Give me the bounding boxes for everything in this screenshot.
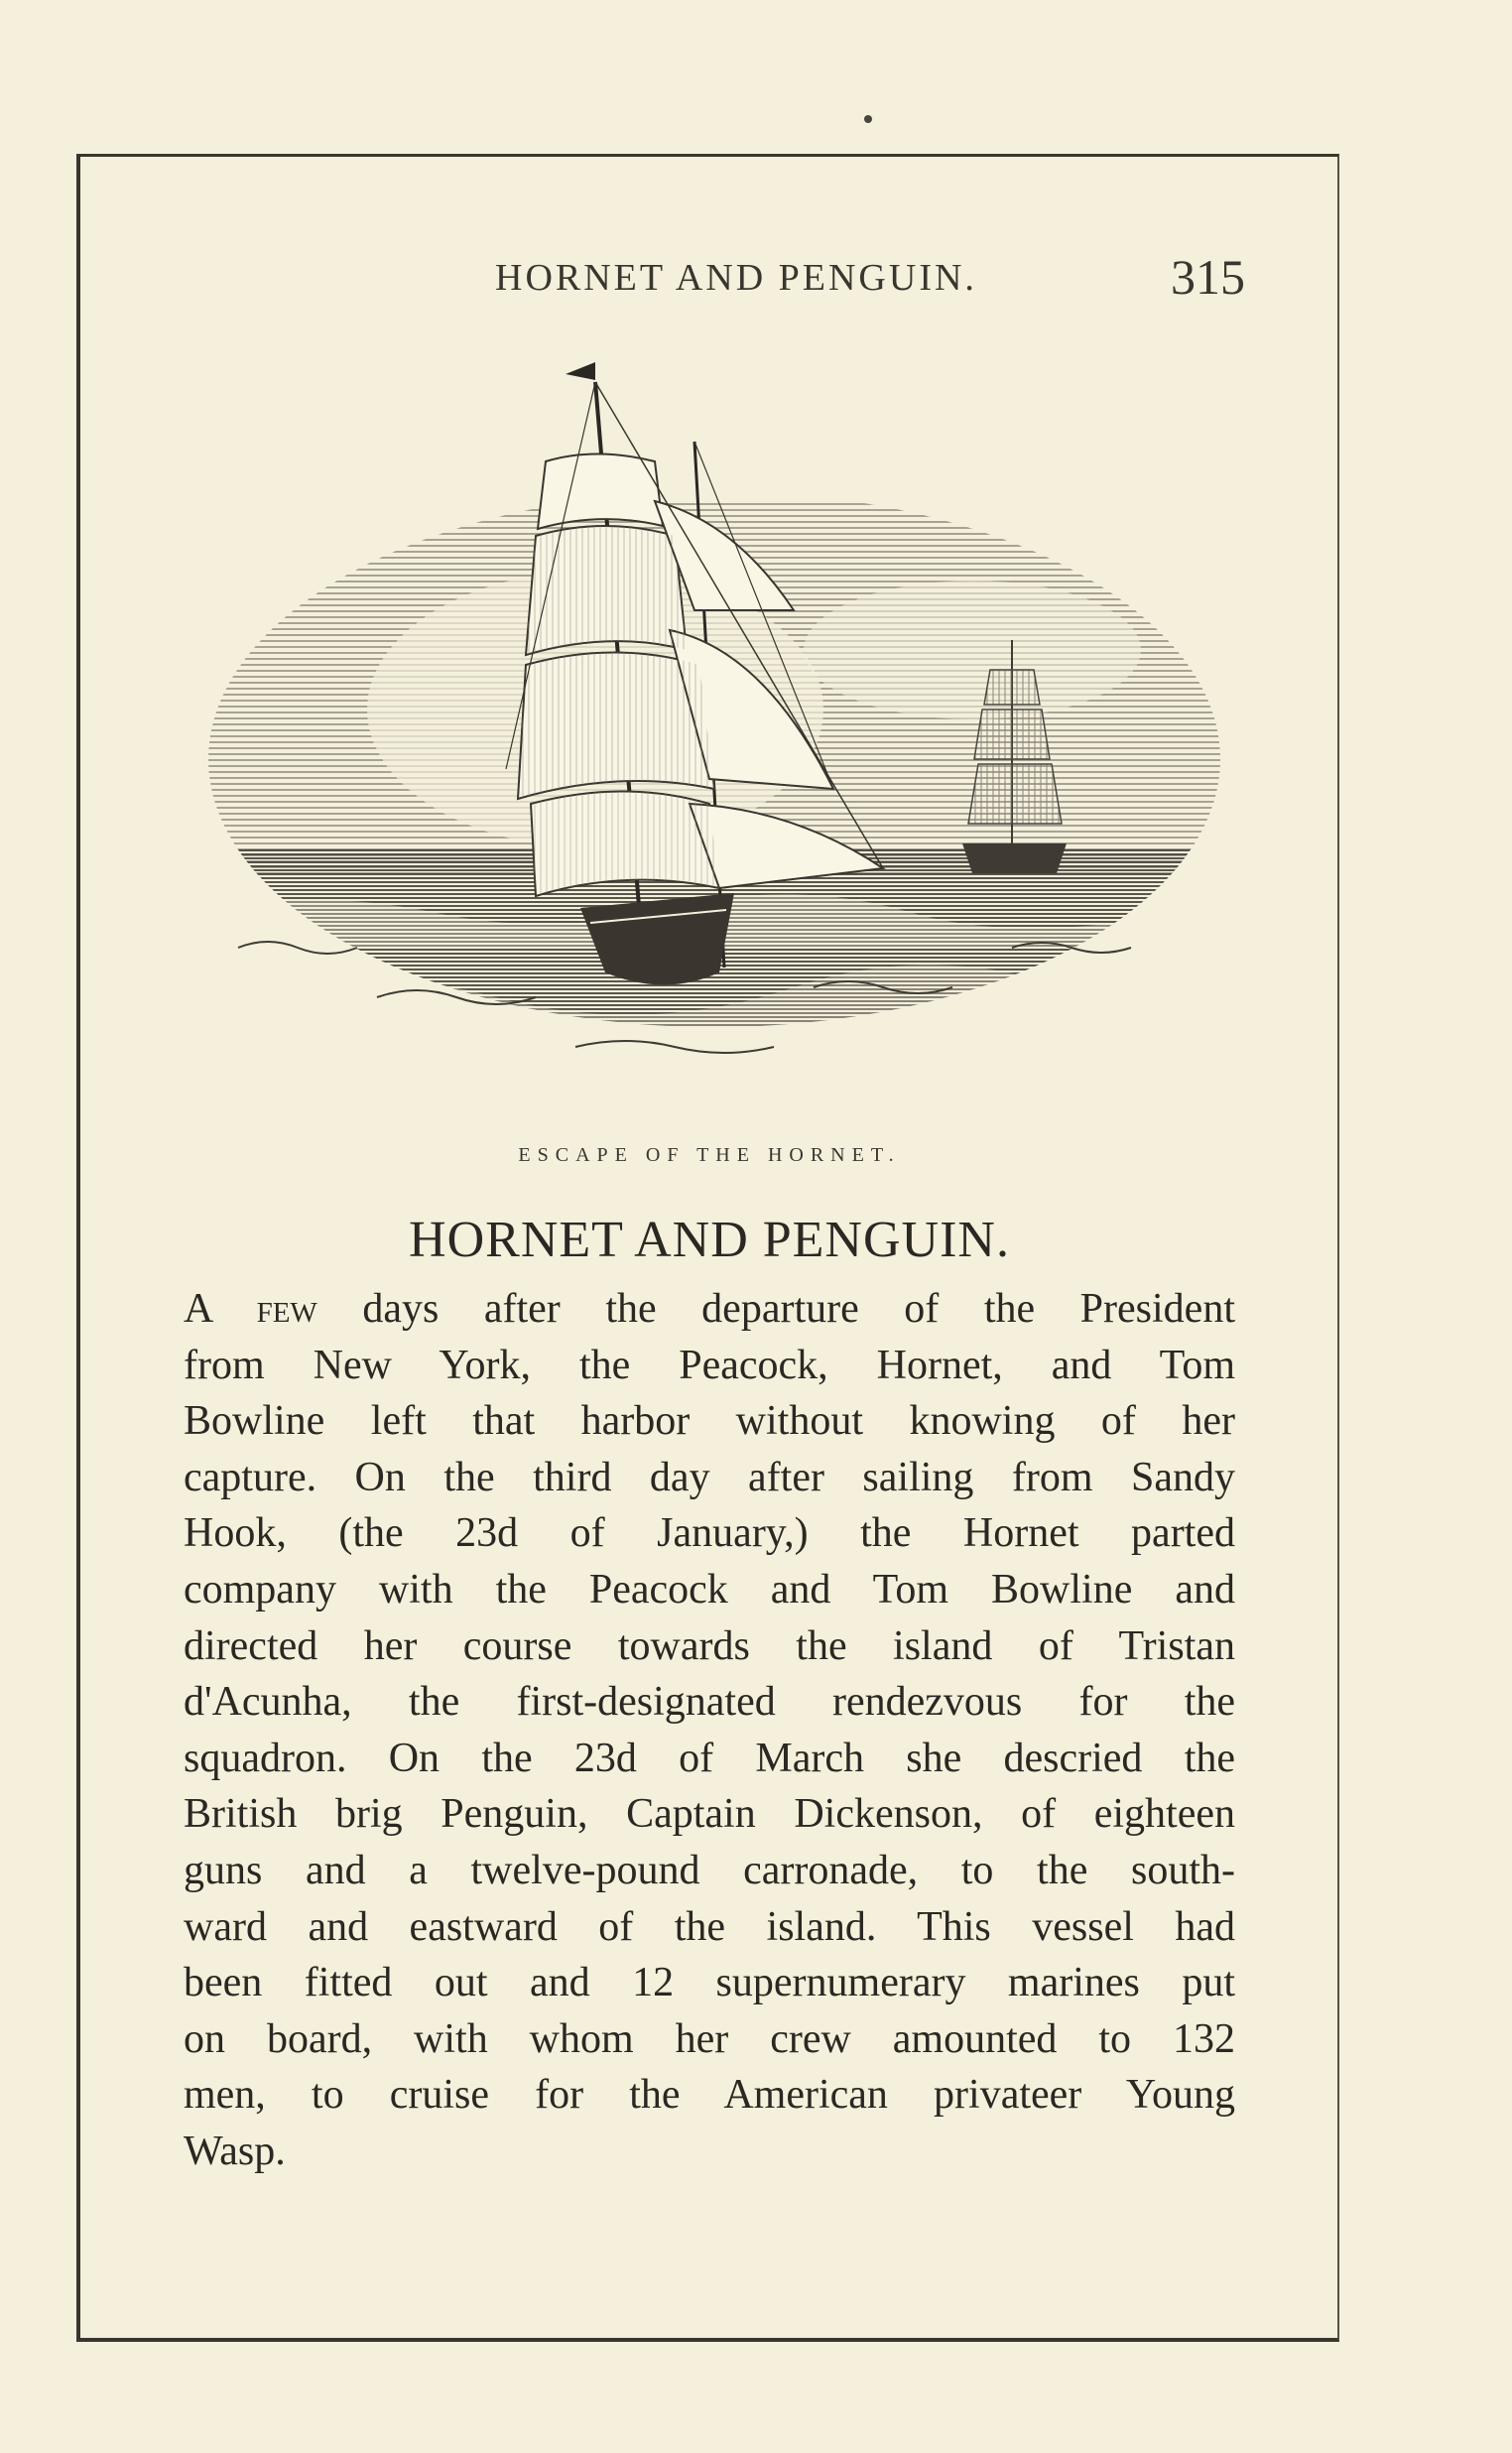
illustration-caption: ESCAPE OF THE HORNET.: [518, 1144, 901, 1166]
page-number: 315: [1171, 249, 1245, 305]
body-line: Bowline left that harbor without knowing of her: [184, 1398, 1235, 1445]
running-head: HORNET AND PENGUIN.: [495, 257, 977, 299]
body-line: Wasp.: [184, 2128, 286, 2174]
ship-engraving-illustration: [198, 352, 1230, 1106]
body-line: Hook, (the 23d of January,) the Hornet parted: [184, 1510, 1235, 1557]
body-line: squadron. On the 23d of March she descried the: [184, 1735, 1235, 1781]
body-line: ward and eastward of the island. This vessel had: [184, 1903, 1235, 1950]
page-speck: [864, 115, 872, 123]
body-line: on board, with whom her crew amounted to 132: [184, 2015, 1235, 2062]
body-line: capture. On the third day after sailing from Sandy: [184, 1454, 1235, 1500]
body-line: directed her course towards the island of Tristan: [184, 1622, 1235, 1669]
body-line: guns and a twelve-pound carronade, to the south-: [184, 1847, 1235, 1893]
body-line: from New York, the Peacock, Hornet, and Tom: [184, 1342, 1235, 1388]
body-line: company with the Peacock and Tom Bowline and: [184, 1566, 1235, 1613]
body-line: d'Acunha, the first-designated rendezvous for the: [184, 1679, 1235, 1726]
body-paragraph: [184, 1281, 1235, 2180]
body-line: been fitted out and 12 supernumerary marines put: [184, 1960, 1235, 2006]
body-line: men, to cruise for the American privateer Young: [184, 2072, 1235, 2119]
body-line: British brig Penguin, Captain Dickenson, of eighteen: [184, 1791, 1235, 1838]
body-line: A few days after the departure of the President: [184, 1286, 1235, 1332]
small-caps-word: few: [256, 1286, 317, 1332]
chapter-title: HORNET AND PENGUIN.: [409, 1212, 1010, 1268]
